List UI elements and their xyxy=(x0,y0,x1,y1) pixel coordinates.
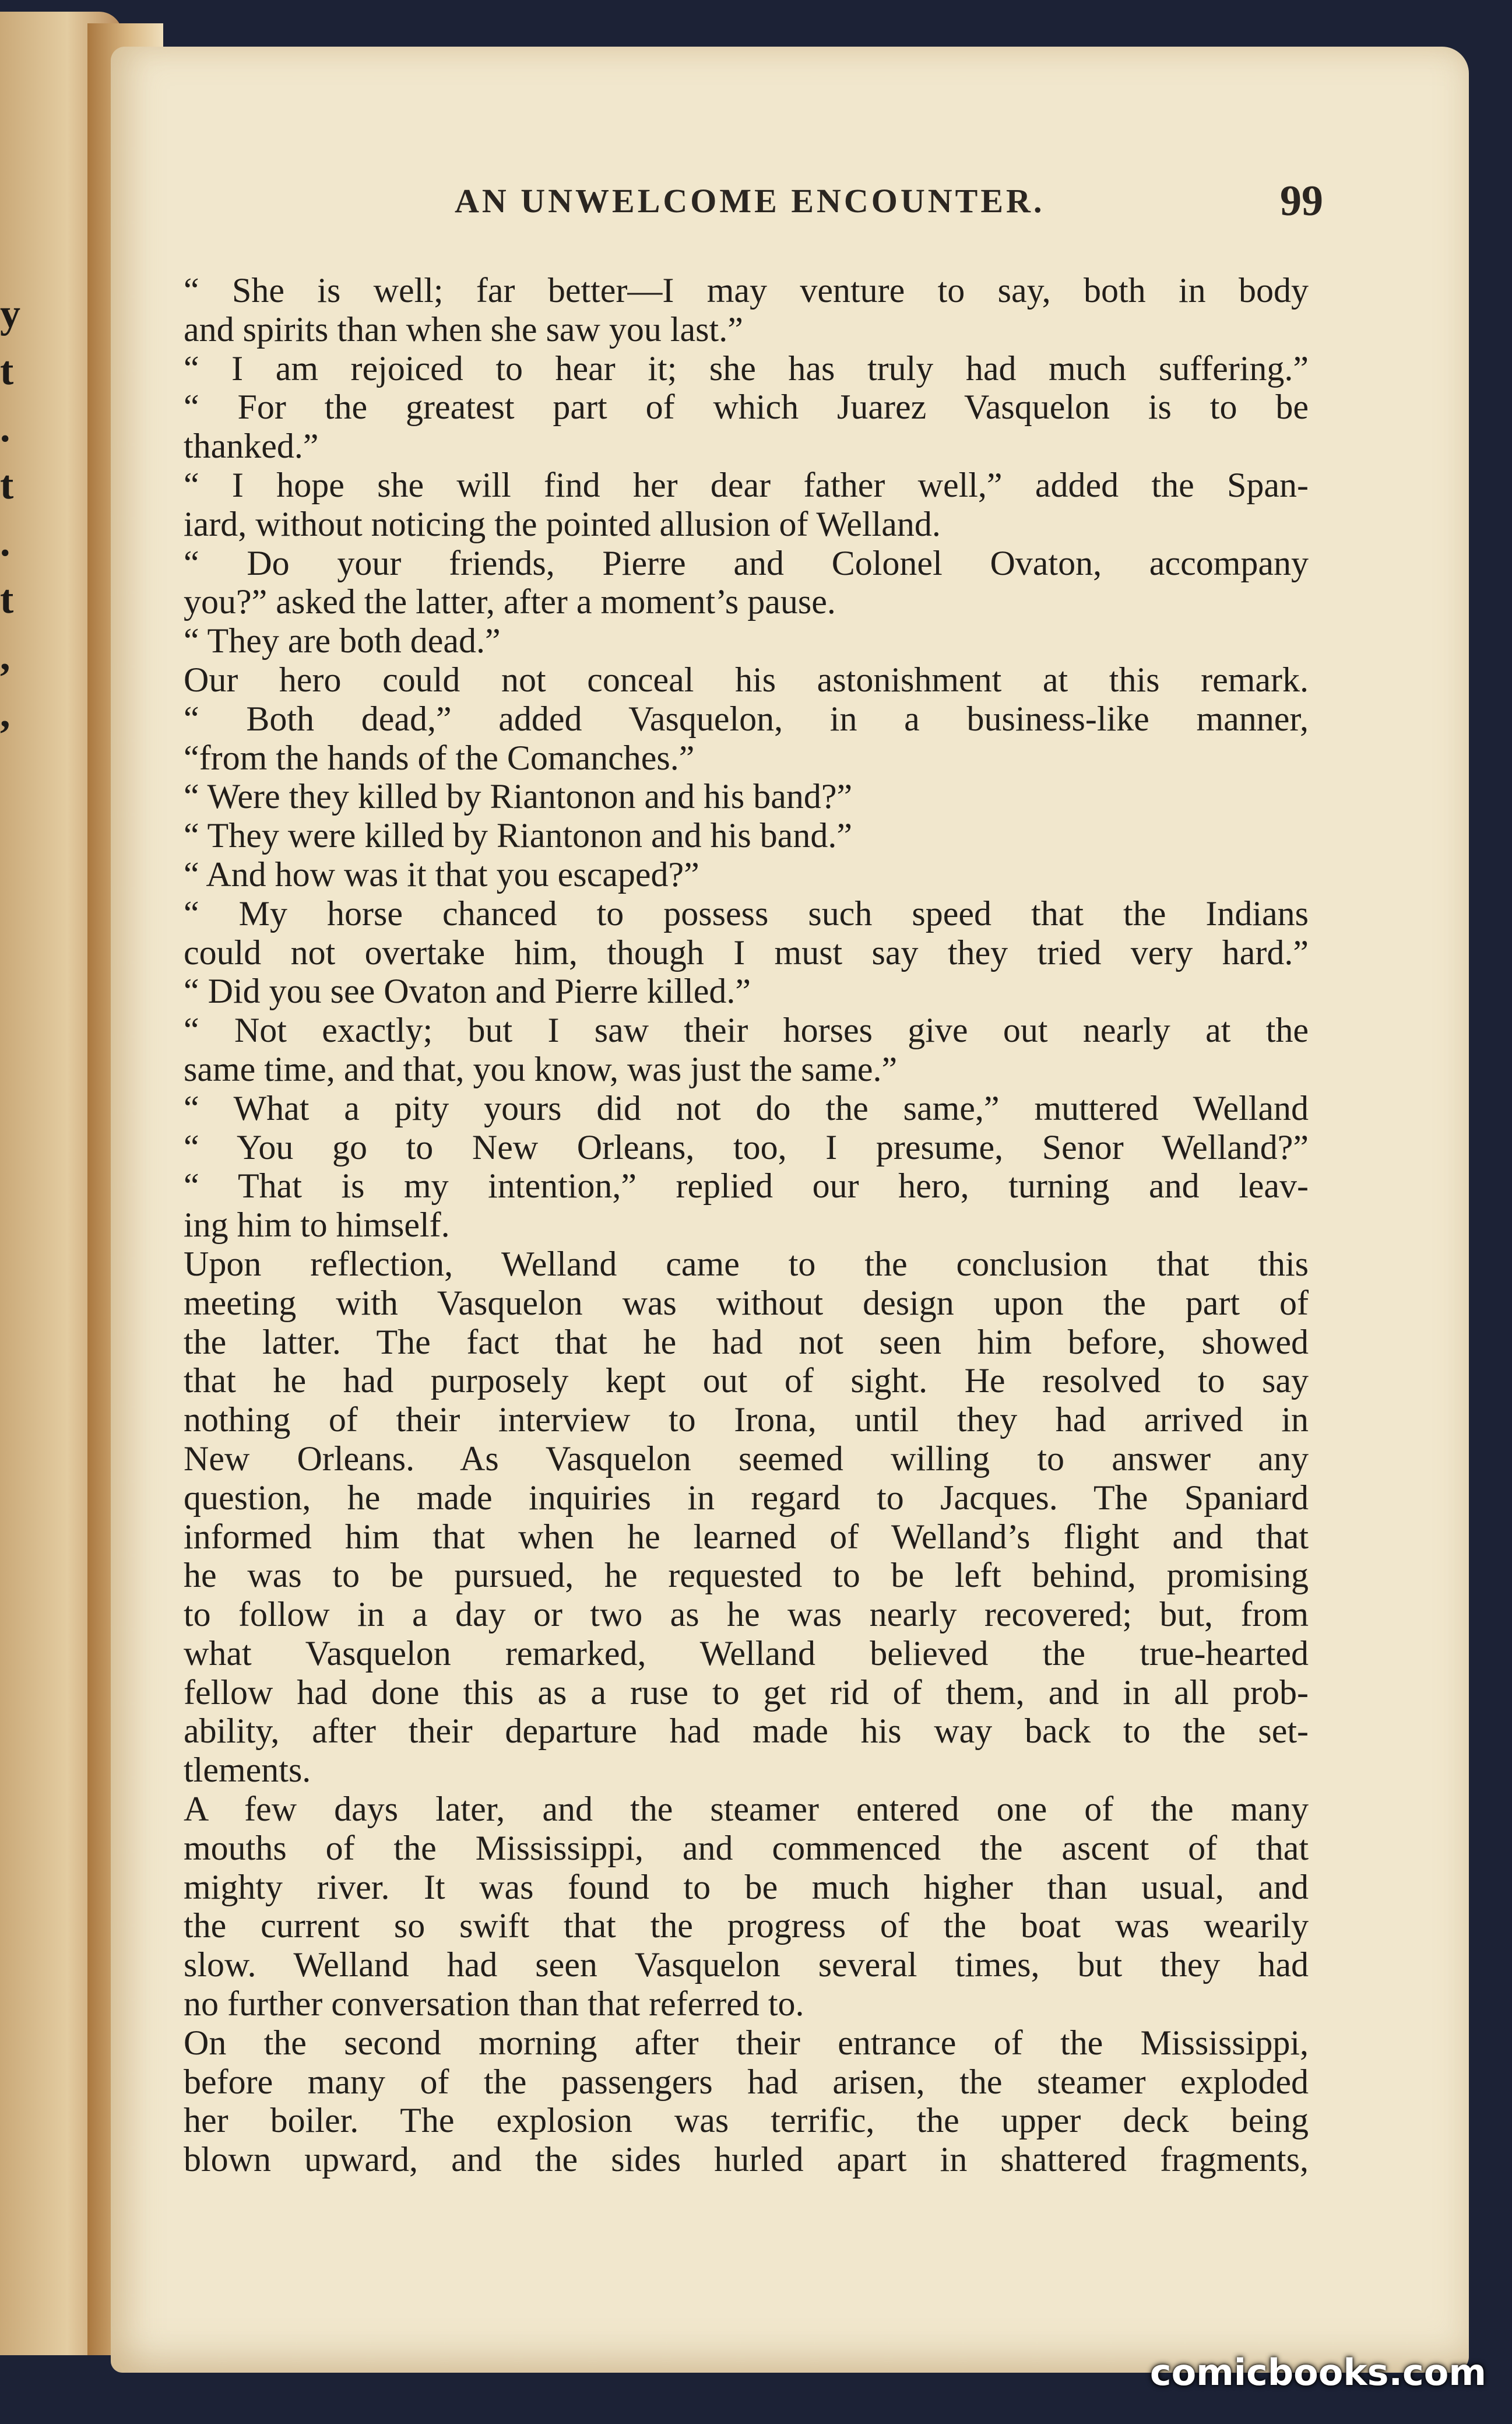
text-line: thanked.” xyxy=(184,427,319,466)
text-line: Upon reflection, Welland came to the conclusion that this xyxy=(184,1244,1309,1283)
text-line: New Orleans. As Vasquelon seemed willing to answer any xyxy=(184,1439,1309,1478)
text-line: that he had purposely kept out of sight. He resolved to say xyxy=(184,1361,1309,1400)
text-line: “ I hope she will find her dear father well,” added the Span- xyxy=(184,465,1309,504)
facing-page-glyphs xyxy=(0,286,23,743)
text-line: “ Not exactly; but I saw their horses give out nearly at the xyxy=(184,1011,1309,1050)
facing-glyph: . xyxy=(0,520,10,565)
text-line: before many of the passengers had arisen, the steamer exploded xyxy=(184,2062,1309,2101)
text-line: “ Both dead,” added Vasquelon, in a business-like manner, xyxy=(184,699,1309,738)
text-line: informed him that when he learned of Welland’s flight and that xyxy=(184,1517,1309,1556)
text-line: question, he made inquiries in regard to Jacques. The Spaniard xyxy=(184,1478,1309,1517)
text-line: A few days later, and the steamer entered one of the many xyxy=(184,1790,1309,1829)
text-line: “ My horse chanced to possess such speed that the Indians xyxy=(184,894,1309,933)
text-line: On the second morning after their entrance of the Mississippi, xyxy=(184,2023,1309,2062)
text-line: her boiler. The explosion was terrific, the upper deck being xyxy=(184,2101,1309,2140)
text-line: “ I am rejoiced to hear it; she has truly had much suffering.” xyxy=(184,349,1309,388)
text-line: the current so swift that the progress of the boat was wearily xyxy=(184,1906,1309,1945)
text-line: “ That is my intention,” replied our hero, turning and leav- xyxy=(184,1167,1309,1206)
running-head: AN UNWELCOME ENCOUNTER. xyxy=(455,182,1045,220)
text-line: you?” asked the latter, after a moment’s pause. xyxy=(184,582,836,621)
text-line: “ She is well; far better—I may venture to say, both in body xyxy=(184,271,1309,310)
text-line: fellow had done this as a ruse to get rid of them, and in all prob- xyxy=(184,1673,1309,1712)
text-line: no further conversation than that referred to. xyxy=(184,1984,804,2023)
text-line: iard, without noticing the pointed allusion of Welland. xyxy=(184,504,941,543)
text-line: “ Do your friends, Pierre and Colonel Ovaton, accompany xyxy=(184,543,1309,582)
facing-glyph: t xyxy=(0,349,14,394)
text-line: what Vasquelon remarked, Welland believed the true-hearted xyxy=(184,1633,1309,1673)
watermark: comicbooks.com xyxy=(1149,2351,1486,2394)
text-line: ability, after their departure had made his way back to the set- xyxy=(184,1712,1309,1751)
text-line: could not overtake him, though I must say they tried very hard.” xyxy=(184,933,1309,972)
text-line: mighty river. It was found to be much higher than usual, and xyxy=(184,1867,1309,1906)
text-line: “ Did you see Ovaton and Pierre killed.” xyxy=(184,972,751,1011)
text-line: slow. Welland had seen Vasquelon several times, but they had xyxy=(184,1945,1309,1984)
text-line: ing him to himself. xyxy=(184,1206,450,1245)
facing-glyph: t xyxy=(0,577,14,622)
facing-glyph: , xyxy=(0,634,10,679)
text-line: tlements. xyxy=(184,1751,311,1790)
text-line: “ For the greatest part of which Juarez Vasquelon is to be xyxy=(184,388,1309,427)
facing-glyph: y xyxy=(0,291,20,336)
text-line: “ And how was it that you escaped?” xyxy=(184,855,699,894)
text-line: meeting with Vasquelon was without design upon the part of xyxy=(184,1283,1309,1322)
text-line: mouths of the Mississippi, and commenced the ascent of that xyxy=(184,1828,1309,1867)
text-line: the latter. The fact that he had not seen him before, showed xyxy=(184,1322,1309,1361)
text-line: “ Were they killed by Riantonon and his band?” xyxy=(184,777,853,816)
text-line: and spirits than when she saw you last.” xyxy=(184,310,743,349)
text-line: “ They are both dead.” xyxy=(184,621,501,661)
body-text xyxy=(184,271,1309,2179)
text-line: “from the hands of the Comanches.” xyxy=(184,738,695,777)
text-line: nothing of their interview to Irona, until they had arrived in xyxy=(184,1400,1309,1439)
text-line: blown upward, and the sides hurled apart in shattered fragments, xyxy=(184,2140,1309,2179)
text-line: to follow in a day or two as he was nearly recovered; but, from xyxy=(184,1595,1309,1634)
text-line: Our hero could not conceal his astonishment at this remark. xyxy=(184,660,1309,699)
facing-glyph: . xyxy=(0,406,10,451)
facing-glyph: t xyxy=(0,463,14,508)
facing-glyph: , xyxy=(0,691,10,736)
text-line: “ What a pity yours did not do the same,” muttered Welland xyxy=(184,1088,1309,1127)
text-line: “ You go to New Orleans, too, I presume, Senor Welland?” xyxy=(184,1127,1309,1167)
text-line: same time, and that, you know, was just the same.” xyxy=(184,1049,898,1088)
text-line: he was to be pursued, he requested to be left behind, promising xyxy=(184,1556,1309,1595)
page-number: 99 xyxy=(1280,177,1323,225)
text-line: “ They were killed by Riantonon and his band.” xyxy=(184,816,852,855)
